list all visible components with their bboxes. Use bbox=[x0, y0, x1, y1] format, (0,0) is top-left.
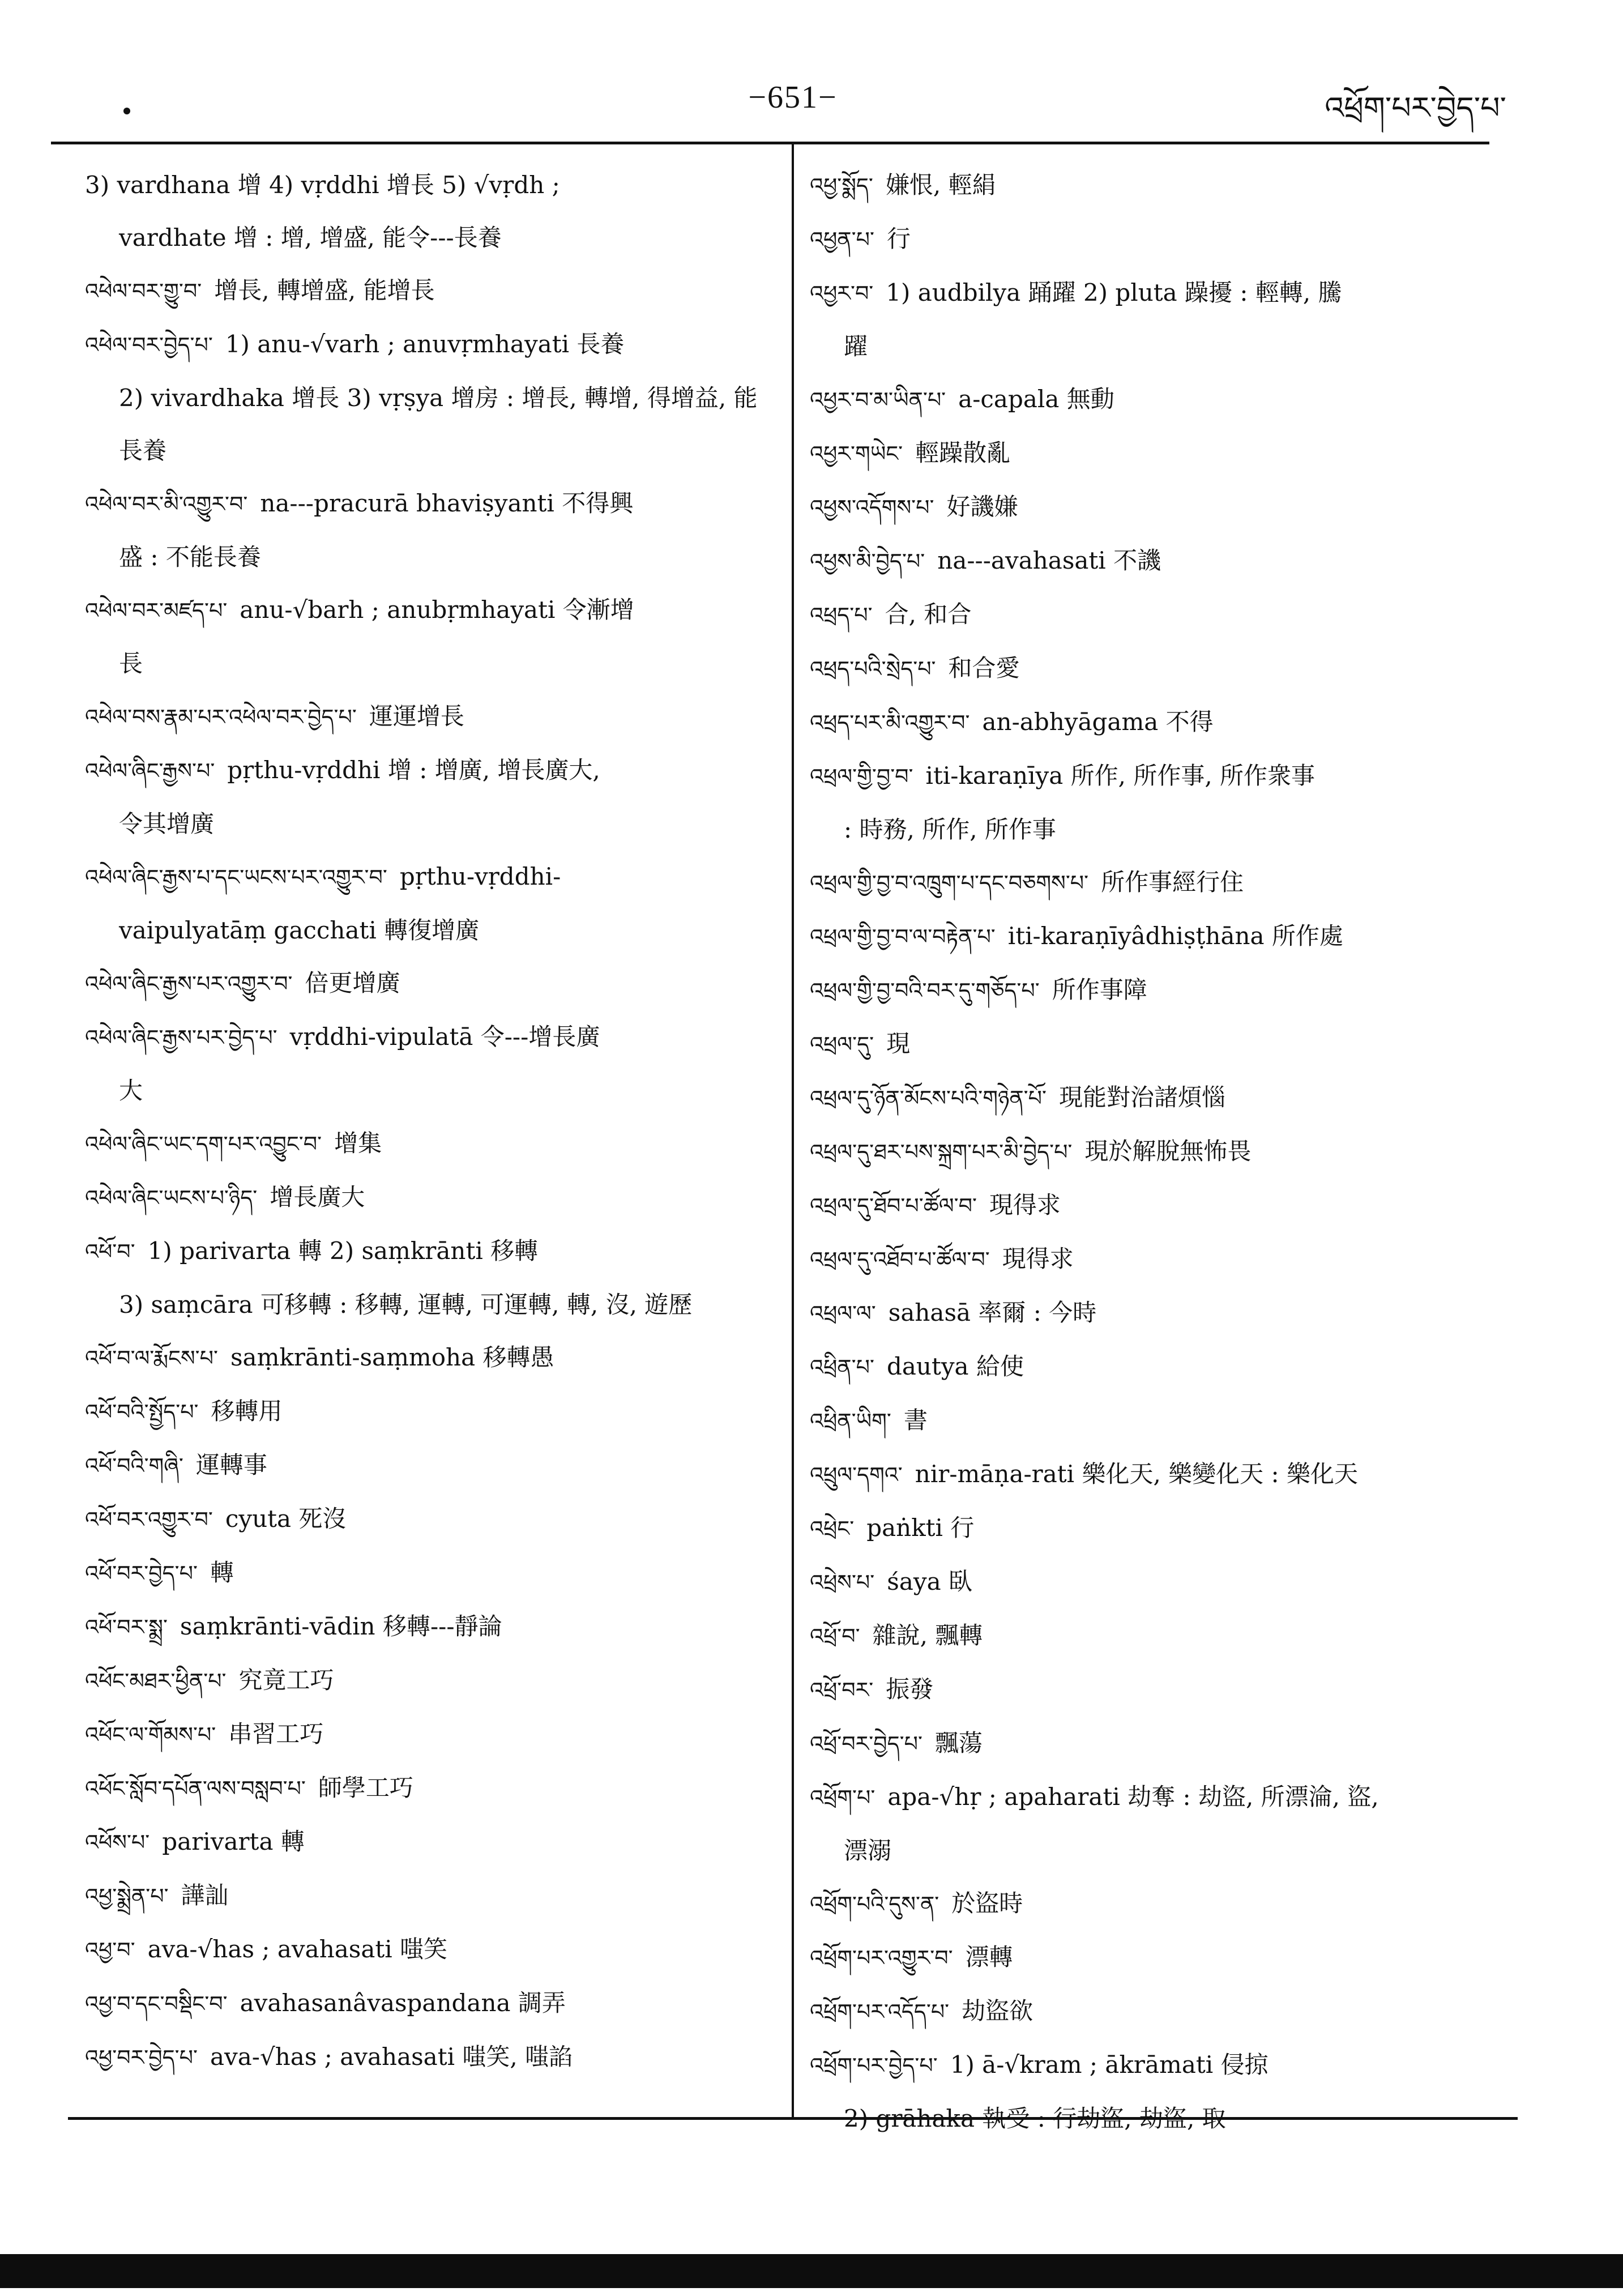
entry-continuation: 令其增廣 bbox=[119, 810, 215, 838]
entry-definition: 現得求 bbox=[989, 1191, 1061, 1219]
dictionary-entry bbox=[810, 159, 1498, 212]
entry-definition: 振發 bbox=[886, 1675, 934, 1703]
entry-definition: cyuta 死沒 bbox=[225, 1505, 347, 1533]
dictionary-entry bbox=[810, 963, 1498, 1017]
dictionary-entry bbox=[810, 1448, 1498, 1501]
entry-definition: 3) vardhana 增 4) vṛddhi 增長 5) √vṛdh ; bbox=[85, 171, 560, 199]
entry-definition: 1) anu-√varh ; anuvṛmhayati 長養 bbox=[225, 330, 625, 358]
entry-headword: འཕེལ་ཞིང་རྒྱས་པ་དང་ཡངས་པར་འགྱུར་བ་ bbox=[85, 865, 387, 890]
dictionary-entry bbox=[85, 1331, 776, 1385]
entry-definition: 嫌恨, 輕絹 bbox=[885, 171, 996, 199]
entry-continuation: 盛 : 不能長養 bbox=[119, 543, 261, 571]
dictionary-entry bbox=[810, 2038, 1498, 2092]
entry-definition: 1) ā-√kram ; ākrāmati 侵掠 bbox=[950, 2051, 1268, 2079]
entry-definition: saṃkrānti-saṃmoha 移轉愚 bbox=[230, 1343, 554, 1371]
dictionary-entry bbox=[85, 1385, 776, 1439]
dictionary-entry bbox=[810, 1501, 1498, 1555]
entry-headword: འཕྱན་པ་ bbox=[810, 227, 874, 252]
dictionary-entry bbox=[85, 583, 776, 637]
dictionary-entry bbox=[85, 1010, 776, 1064]
entry-continuation: 漂溺 bbox=[844, 1837, 892, 1864]
entry-headword: འཕོ་བའི་གཞི་ bbox=[85, 1453, 183, 1478]
dictionary-entry bbox=[810, 1609, 1498, 1663]
dictionary-entry bbox=[810, 1286, 1498, 1340]
dictionary-entry bbox=[85, 690, 776, 744]
entry-headword: འཕྲལ་གྱི་བྱ་བ་འཁྲུག་པ་དང་བཅགས་པ་ bbox=[810, 870, 1089, 895]
entry-headword: འཕེལ་བར་མཛད་པ་ bbox=[85, 598, 228, 623]
dictionary-entry bbox=[85, 1439, 776, 1492]
entry-definition: vṛddhi-vipulatā 令---增長廣 bbox=[289, 1023, 600, 1051]
entry-definition: parivarta 轉 bbox=[162, 1828, 305, 1855]
entry-headword: འཕེལ་བར་མི་འགྱུར་བ་ bbox=[85, 492, 248, 517]
entry-definition: 雜說, 飄轉 bbox=[872, 1621, 983, 1649]
entry-definition: 書 bbox=[903, 1406, 928, 1434]
dictionary-entry bbox=[810, 1125, 1498, 1179]
entry-definition: 增長廣大 bbox=[270, 1183, 365, 1211]
entry-headword: འཕྱ་བ་ bbox=[85, 1937, 135, 1962]
entry-definition: 師學工巧 bbox=[318, 1774, 413, 1802]
entry-definition: 1) parivarta 轉 2) saṃkrānti 移轉 bbox=[147, 1237, 539, 1265]
entry-definition: ava-√has ; avahasati 嗤笑 bbox=[147, 1935, 448, 1963]
entry-headword: འཕོ་བར་བྱེད་པ་ bbox=[85, 1561, 198, 1586]
entry-headword: འཕྲོག་པ་ bbox=[810, 1785, 875, 1810]
entry-definition: a-capala 無動 bbox=[958, 385, 1114, 413]
column-divider bbox=[792, 144, 794, 2118]
entry-definition: 倍更增廣 bbox=[305, 969, 400, 997]
left-column bbox=[85, 159, 776, 2107]
entry-headword: འཕྱ་སྨྲེན་པ་ bbox=[85, 1884, 169, 1909]
dictionary-entry bbox=[85, 1977, 776, 2030]
entry-definition: 合, 和合 bbox=[885, 600, 972, 628]
entry-continuation: 2) grāhaka 執受 : 行劫盜, 劫盜, 取 bbox=[844, 2105, 1226, 2132]
entry-headword: འཕྲལ་དུ་ bbox=[810, 1032, 874, 1057]
dictionary-entry bbox=[810, 910, 1498, 963]
entry-headword: འཕོས་པ་ bbox=[85, 1830, 150, 1855]
entry-definition: 究竟工巧 bbox=[238, 1666, 334, 1694]
dictionary-entry bbox=[810, 1663, 1498, 1717]
dictionary-entry bbox=[810, 1340, 1498, 1394]
entry-definition: 好譏嫌 bbox=[946, 493, 1018, 520]
dictionary-entry bbox=[85, 1492, 776, 1546]
entry-definition: 運轉事 bbox=[195, 1451, 267, 1479]
dictionary-entry bbox=[810, 1877, 1498, 1931]
entry-definition: 移轉用 bbox=[211, 1397, 283, 1425]
entry-definition: anu-√barh ; anubṛmhayati 令漸增 bbox=[240, 596, 634, 624]
dictionary-entry bbox=[810, 1017, 1498, 1071]
entry-headword: འཕྲོག་པར་འགྱུར་བ་ bbox=[810, 1945, 953, 1970]
entry-headword: འཕྲོ་བ་ bbox=[810, 1624, 860, 1649]
entry-continuation: 2) vivardhaka 增長 3) vṛṣya 增房 : 增長, 轉增, 得增益, 能長養 bbox=[119, 384, 758, 464]
dictionary-entry bbox=[810, 373, 1498, 426]
entry-definition: an-abhyāgama 不得 bbox=[982, 708, 1214, 736]
entry-definition: 所作事經行住 bbox=[1101, 868, 1244, 896]
page-number: −651− bbox=[748, 80, 838, 115]
entry-definition: iti-karaṇīyâdhiṣṭhāna 所作處 bbox=[1007, 922, 1343, 950]
entry-continuation: 長 bbox=[119, 650, 143, 677]
dictionary-entry bbox=[810, 426, 1498, 480]
entry-headword: འཕྱས་མི་བྱེད་པ་ bbox=[810, 549, 925, 574]
entry-headword: འཕྲུལ་དགའ་ bbox=[810, 1462, 903, 1487]
entry-definition: dautya 給使 bbox=[886, 1352, 1024, 1380]
dictionary-entry bbox=[85, 957, 776, 1010]
dictionary-entry bbox=[85, 1117, 776, 1171]
entry-definition: 和合愛 bbox=[948, 654, 1020, 682]
entry-headword: འཕེལ་བས་རྣམ་པར་འཕེལ་བར་བྱེད་པ་ bbox=[85, 705, 357, 729]
entry-definition: sahasā 率爾 : 今時 bbox=[888, 1299, 1097, 1326]
dictionary-entry bbox=[85, 1654, 776, 1708]
entry-headword: འཕྲོ་བར་ bbox=[810, 1678, 874, 1702]
entry-headword: འཕྲོག་པར་བྱེད་པ་ bbox=[810, 2053, 938, 2078]
dictionary-entry bbox=[85, 264, 776, 318]
entry-continuation: 3) saṃcāra 可移轉 : 移轉, 運轉, 可運轉, 轉, 沒, 遊歷 bbox=[119, 1291, 693, 1318]
entry-headword: འཕྲོག་པར་འདོད་པ་ bbox=[810, 1999, 950, 2024]
dictionary-entry bbox=[810, 480, 1498, 534]
entry-headword: འཕྲལ་གྱི་བྱ་བའི་བར་དུ་གཅོད་པ་ bbox=[810, 978, 1040, 1003]
entry-headword: འཕྱ་སྨོད་ bbox=[810, 173, 873, 198]
entry-headword: འཕོང་མཐར་ཕྱིན་པ་ bbox=[85, 1668, 227, 1693]
dictionary-entry bbox=[810, 1232, 1498, 1286]
dictionary-entry bbox=[85, 1600, 776, 1654]
dictionary-entry bbox=[810, 1931, 1498, 1985]
entry-definition: nir-māṇa-rati 樂化天, 樂變化天 : 樂化天 bbox=[915, 1460, 1359, 1488]
entry-headword: འཕྲིན་ཡིག་ bbox=[810, 1409, 891, 1433]
entry-definition: 運運增長 bbox=[369, 702, 464, 730]
entry-headword: འཕྲལ་གྱི་བྱ་བ་ལ་བརྟེན་པ་ bbox=[810, 924, 996, 949]
entry-headword: འཕེལ་ཞིང་རྒྱས་པར་འགྱུར་བ་ bbox=[85, 971, 293, 996]
entry-headword: འཕོང་སློབ་དཔོན་ལས་བསླབ་པ་ bbox=[85, 1776, 306, 1801]
entry-headword: འཕེལ་ཞིང་རྒྱས་པ་ bbox=[85, 758, 215, 783]
dictionary-entry bbox=[85, 1761, 776, 1815]
entry-definition: saṃkrānti-vādin 移轉---靜論 bbox=[180, 1612, 502, 1640]
dictionary-entry bbox=[810, 212, 1498, 266]
entry-headword: འཕྲེང་ bbox=[810, 1516, 855, 1541]
entry-definition: 現於解脫無怖畏 bbox=[1084, 1137, 1252, 1165]
dictionary-entry bbox=[810, 856, 1498, 910]
entry-headword: འཕྱས་འདོགས་པ་ bbox=[810, 495, 934, 520]
entry-headword: འཕྲིན་པ་ bbox=[810, 1355, 874, 1380]
dictionary-entry bbox=[85, 477, 776, 531]
entry-headword: འཕྱར་བ་མ་ཡིན་པ་ bbox=[810, 387, 946, 412]
dictionary-entry bbox=[810, 749, 1498, 803]
entry-headword: འཕྱ་བ་དང་བསྡིང་བ་ bbox=[85, 1991, 228, 2016]
entry-headword: འཕྲད་པར་མི་འགྱུར་བ་ bbox=[810, 710, 970, 735]
entry-continuation: 大 bbox=[119, 1077, 143, 1104]
dictionary-entry bbox=[85, 1171, 776, 1224]
entry-headword: འཕྲད་པའི་སྲེད་པ་ bbox=[810, 656, 936, 681]
entry-headword: འཕྱར་གཡེང་ bbox=[810, 441, 903, 466]
top-rule bbox=[51, 142, 1489, 144]
dictionary-entry bbox=[810, 642, 1498, 695]
dictionary-entry bbox=[810, 1179, 1498, 1232]
entry-headword: འཕྲོ་བར་བྱེད་པ་ bbox=[810, 1731, 922, 1756]
entry-definition: 現能對治諸煩惱 bbox=[1059, 1083, 1226, 1111]
entry-headword: འཕོ་བའི་སྤྱོད་པ་ bbox=[85, 1399, 199, 1424]
entry-definition: paṅkti 行 bbox=[866, 1514, 975, 1542]
entry-definition: 輕躁散亂 bbox=[915, 439, 1011, 467]
dictionary-entry bbox=[85, 744, 776, 797]
dictionary-entry bbox=[810, 534, 1498, 588]
entry-headword: འཕེལ་ཞིང་ཡངས་པ་ཉིད་ bbox=[85, 1185, 258, 1210]
entry-headword: འཕོ་བར་འགྱུར་བ་ bbox=[85, 1507, 213, 1532]
running-head: འཕྲོག་པར་བྱེད་པ་ bbox=[1325, 90, 1506, 126]
entry-definition: pṛthu-vṛddhi 增 : 增廣, 增長廣大, bbox=[227, 756, 600, 784]
dictionary-entry bbox=[85, 850, 776, 904]
entry-definition: 增長, 轉增盛, 能增長 bbox=[214, 276, 435, 304]
dictionary-entry bbox=[810, 1394, 1498, 1448]
dictionary-entry bbox=[85, 318, 776, 372]
dictionary-entry bbox=[810, 1071, 1498, 1125]
entry-headword: འཕྲལ་དུ་ཐོབ་པ་ཚོལ་བ་ bbox=[810, 1193, 977, 1218]
dictionary-entry bbox=[810, 1985, 1498, 2038]
entry-definition: 增集 bbox=[334, 1129, 382, 1157]
entry-definition: 轉 bbox=[210, 1559, 234, 1586]
entry-definition: 所作事障 bbox=[1052, 976, 1147, 1004]
entry-definition: 現得求 bbox=[1002, 1245, 1074, 1273]
dictionary-entry bbox=[85, 1815, 776, 1869]
entry-definition: 行 bbox=[886, 225, 911, 253]
entry-headword: འཕེལ་ཞིང་ཡང་དག་པར་འབྱུང་བ་ bbox=[85, 1132, 322, 1156]
entry-definition: 劫盜欲 bbox=[962, 1997, 1033, 2025]
entry-headword: འཕྲལ་དུ་ཉོན་མོངས་པའི་གཉེན་པོ་ bbox=[810, 1086, 1047, 1111]
entry-headword: འཕྲལ་ལ་ bbox=[810, 1301, 876, 1326]
entry-definition: śaya 臥 bbox=[887, 1568, 972, 1595]
dictionary-entry bbox=[810, 1555, 1498, 1609]
dictionary-entry bbox=[85, 2030, 776, 2084]
entry-headword: འཕེལ་ཞིང་རྒྱས་པར་བྱེད་པ་ bbox=[85, 1025, 277, 1050]
entry-definition: na---avahasati 不譏 bbox=[937, 547, 1161, 574]
margin-dot bbox=[123, 108, 130, 114]
entry-headword: འཕྲོག་པའི་དུས་ན་ bbox=[810, 1892, 939, 1917]
right-column bbox=[810, 159, 1498, 2132]
entry-headword: འཕོ་བ་ལ་རྨོངས་པ་ bbox=[85, 1346, 218, 1371]
entry-definition: 飄蕩 bbox=[934, 1729, 983, 1757]
entry-continuation: vaipulyatāṃ gacchati 轉復增廣 bbox=[119, 916, 480, 944]
entry-headword: འཕྲལ་གྱི་བྱ་བ་ bbox=[810, 764, 913, 789]
dictionary-entry bbox=[85, 1546, 776, 1600]
dictionary-entry bbox=[810, 1770, 1498, 1824]
entry-definition: 譁訕 bbox=[181, 1881, 229, 1909]
entry-headword: འཕོ་བ་ bbox=[85, 1239, 135, 1264]
dictionary-entry bbox=[85, 159, 776, 211]
entry-definition: 串習工巧 bbox=[228, 1720, 324, 1748]
entry-definition: na---pracurā bhaviṣyanti 不得興 bbox=[260, 489, 634, 517]
entry-headword: འཕྱ་བར་བྱེད་པ་ bbox=[85, 2045, 198, 2070]
entry-definition: avahasanâvaspandana 調弄 bbox=[240, 1989, 566, 2017]
dictionary-entry bbox=[810, 266, 1498, 320]
entry-definition: 漂轉 bbox=[965, 1943, 1013, 1971]
dictionary-entry bbox=[85, 1869, 776, 1923]
dictionary-entry bbox=[810, 695, 1498, 749]
dictionary-entry bbox=[85, 1224, 776, 1278]
scan-edge-bar bbox=[0, 2254, 1623, 2288]
entry-headword: འཕོང་ལ་གོམས་པ་ bbox=[85, 1722, 216, 1747]
entry-headword: འཕྲེས་པ་ bbox=[810, 1570, 875, 1595]
entry-headword: འཕྲལ་དུ་འཐོབ་པ་ཚོལ་བ་ bbox=[810, 1247, 990, 1272]
entry-headword: འཕེལ་བར་བྱེད་པ་ bbox=[85, 332, 213, 357]
entry-headword: འཕོ་བར་སྨྲ་ bbox=[85, 1615, 168, 1640]
entry-definition: pṛthu-vṛddhi- bbox=[399, 863, 561, 890]
entry-definition: 現 bbox=[886, 1030, 911, 1057]
entry-headword: འཕྲལ་དུ་ཐར་པས་སྐྲག་པར་མི་བྱེད་པ་ bbox=[810, 1140, 1073, 1164]
dictionary-entry bbox=[85, 1923, 776, 1977]
dictionary-entry bbox=[85, 1708, 776, 1761]
entry-headword: འཕེལ་བར་གྱུ་བ་ bbox=[85, 279, 202, 304]
entry-headword: འཕྱར་བ་ bbox=[810, 281, 874, 306]
entry-definition: ava-√has ; avahasati 嗤笑, 嗤諂 bbox=[210, 2043, 573, 2071]
entry-continuation: : 時務, 所作, 所作事 bbox=[844, 816, 1056, 843]
entry-definition: 於盜時 bbox=[951, 1889, 1023, 1917]
entry-definition: 1) audbilya 踊躍 2) pluta 躁擾 : 輕轉, 騰 bbox=[886, 279, 1342, 306]
dictionary-entry bbox=[810, 1717, 1498, 1770]
dictionary-entry bbox=[810, 588, 1498, 642]
entry-continuation: 躍 bbox=[844, 332, 868, 360]
entry-headword: འཕྲད་པ་ bbox=[810, 603, 873, 628]
entry-continuation: vardhate 增 : 增, 增盛, 能令---長養 bbox=[119, 224, 502, 251]
entry-definition: apa-√hṛ ; apaharati 劫奪 : 劫盜, 所漂淪, 盜, bbox=[887, 1783, 1379, 1811]
entry-definition: iti-karaṇīya 所作, 所作事, 所作衆事 bbox=[925, 762, 1316, 789]
